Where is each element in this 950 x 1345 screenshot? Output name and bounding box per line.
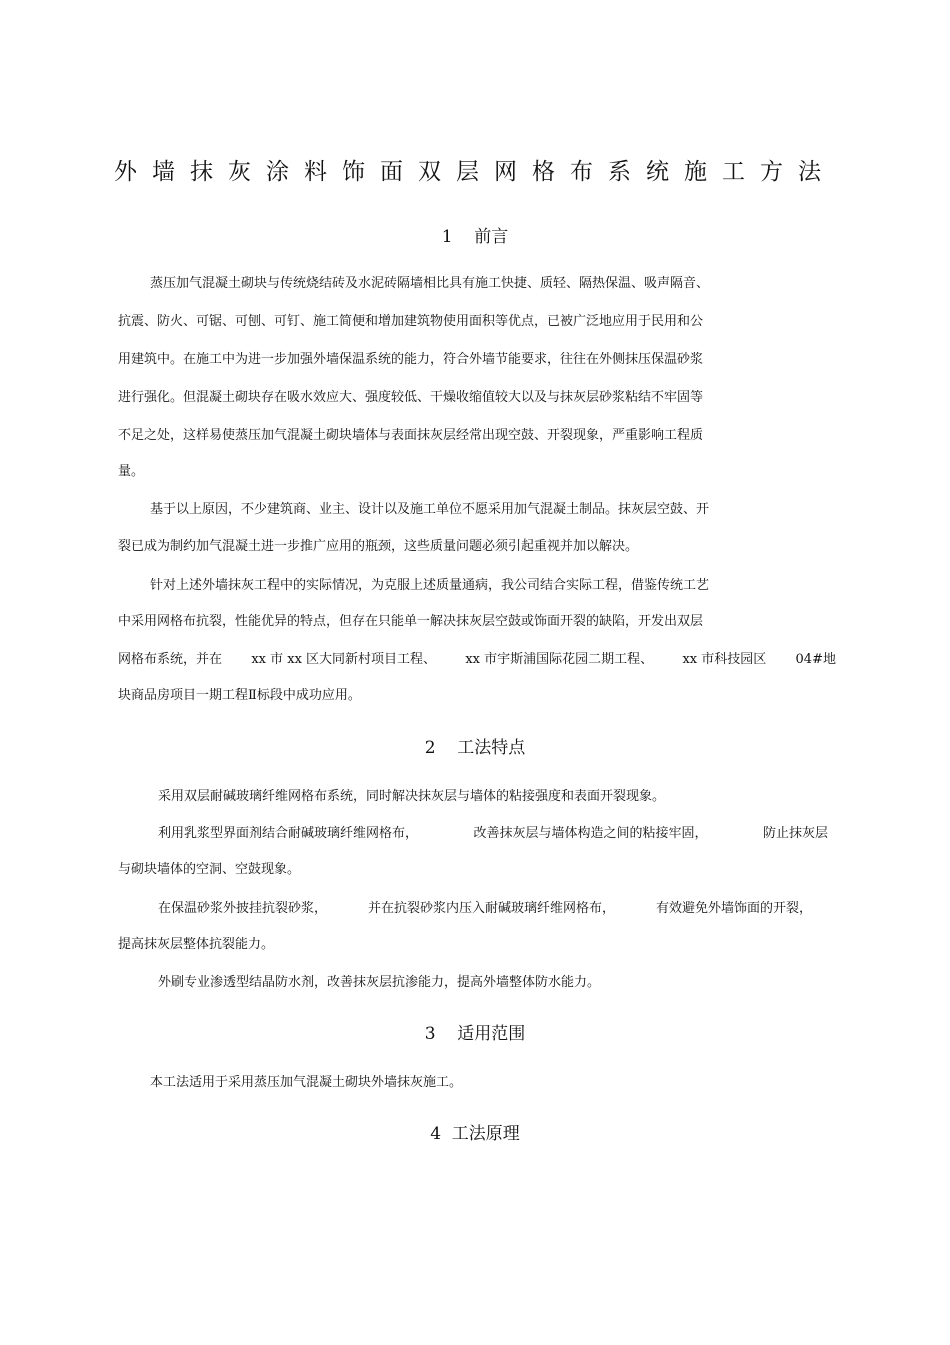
section-heading-4: 4 工法原理 xyxy=(430,1124,520,1144)
paragraph-line: 外刷专业渗透型结晶防水剂，改善抹灰层抗渗能力，提高外墙整体防水能力。 xyxy=(158,975,601,990)
paragraph-line: 用建筑中。在施工中为进一步加强外墙保温系统的能力，符合外墙节能要求，往往在外侧抹压保温砂浆 xyxy=(118,352,704,367)
paragraph-line: 块商品房项目一期工程Ⅱ标段中成功应用。 xyxy=(118,688,361,703)
section-heading-2: 2 工法特点 xyxy=(424,738,526,758)
paragraph-line-spread xyxy=(118,650,836,670)
text-fragment: 利用乳浆型界面剂结合耐碱玻璃纤维网格布， xyxy=(158,826,419,841)
paragraph-line: 与砌块墙体的空洞、空鼓现象。 xyxy=(118,862,301,877)
paragraph-line: 裂已成为制约加气混凝土进一步推广应用的瓶颈，这些质量问题必须引起重视并加以解决。 xyxy=(118,539,639,554)
paragraph-line: 量。 xyxy=(118,464,145,479)
paragraph-line: 中采用网格布抗裂，性能优异的特点，但存在只能单一解决抹灰层空鼓或饰面开裂的缺陷，开发出双层 xyxy=(118,614,704,629)
text-fragment: 有效避免外墙饰面的开裂， xyxy=(655,901,812,916)
paragraph-line: 基于以上原因，不少建筑商、业主、设计以及施工单位不愿采用加气混凝土制品。抹灰层空鼓、开 xyxy=(150,502,710,517)
paragraph-line-spread xyxy=(158,899,812,919)
section-heading-3: 3 适用范围 xyxy=(424,1024,526,1044)
paragraph-line: 提高抹灰层整体抗裂能力。 xyxy=(118,937,275,952)
paragraph-line: 本工法适用于采用蒸压加气混凝土砌块外墙抹灰施工。 xyxy=(150,1075,463,1090)
text-fragment: xx 市科技园区 xyxy=(682,652,767,667)
text-fragment: xx 市宇斯浦国际花园二期工程、 xyxy=(465,652,654,667)
text-fragment: 改善抹灰层与墙体构造之间的粘接牢固， xyxy=(473,826,708,841)
section-heading-1: 1 前言 xyxy=(441,227,509,247)
text-fragment: 网格布系统，并在 xyxy=(118,652,223,667)
paragraph-line: 进行强化。但混凝土砌块存在吸水效应大、强度较低、干燥收缩值较大以及与抹灰层砂浆粘结不牢固等 xyxy=(118,390,704,405)
paragraph-line-spread xyxy=(158,824,828,844)
text-fragment: 防止抹灰层 xyxy=(762,826,828,841)
paragraph-line: 采用双层耐碱玻璃纤维网格布系统，同时解决抹灰层与墙体的粘接强度和表面开裂现象。 xyxy=(158,789,666,804)
text-fragment: 04#地 xyxy=(795,652,836,667)
text-fragment: 并在抗裂砂浆内压入耐碱玻璃纤维网格布， xyxy=(367,901,615,916)
paragraph-line: 针对上述外墙抹灰工程中的实际情况，为克服上述质量通病，我公司结合实际工程，借鉴传统工艺 xyxy=(150,578,710,593)
text-fragment: 在保温砂浆外披挂抗裂砂浆， xyxy=(158,901,328,916)
text-fragment: xx 市 xx 区大同新村项目工程、 xyxy=(251,652,437,667)
paragraph-line: 抗震、防火、可锯、可刨、可钉、施工简便和增加建筑物使用面积等优点，已被广泛地应用于民用和公 xyxy=(118,314,704,329)
paragraph-line: 蒸压加气混凝土砌块与传统烧结砖及水泥砖隔墙相比具有施工快捷、质轻、隔热保温、吸声隔音、 xyxy=(150,276,710,291)
document-title: 外墙抹灰涂料饰面双层网格布系统施工方法 xyxy=(114,159,836,185)
paragraph-line: 不足之处，这样易使蒸压加气混凝土砌块墙体与表面抹灰层经常出现空鼓、开裂现象，严重影响工程质 xyxy=(118,428,704,443)
